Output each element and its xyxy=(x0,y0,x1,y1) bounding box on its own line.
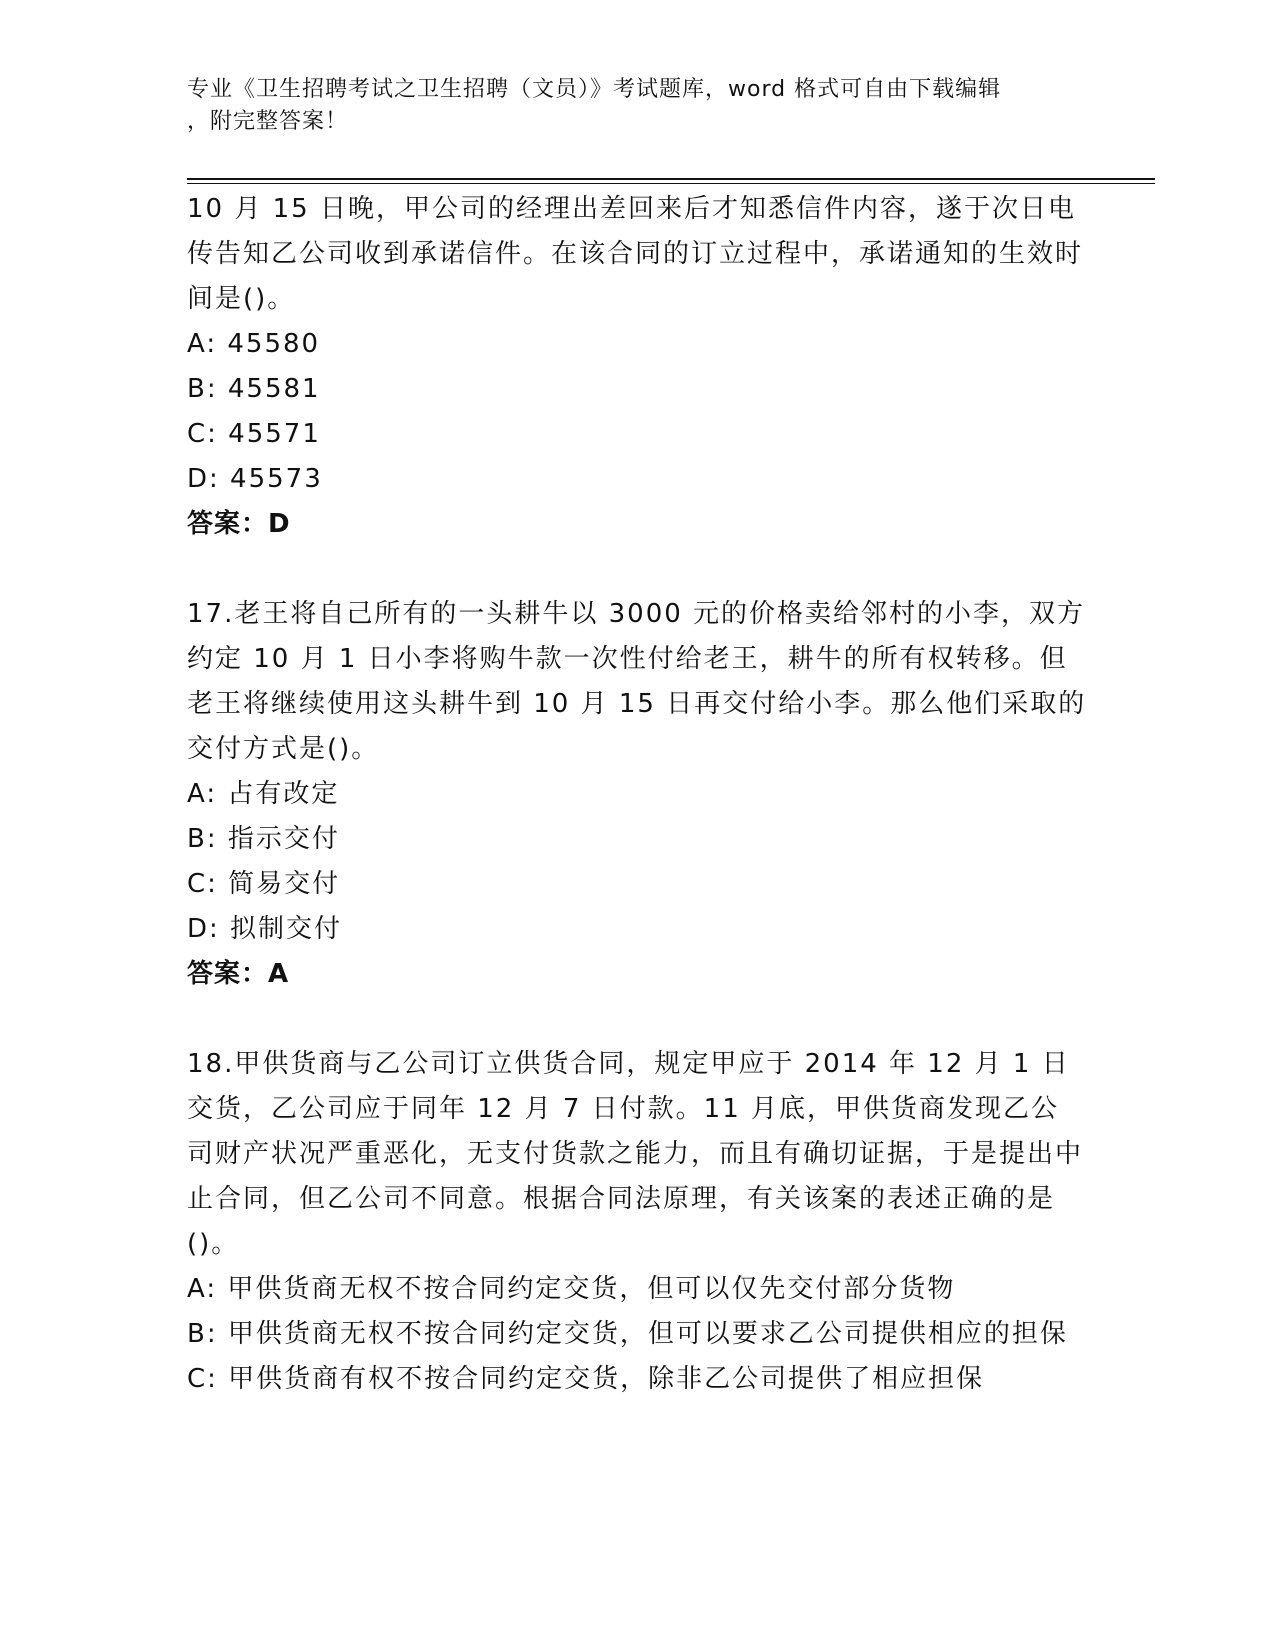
question-18-option-a: A: 甲供货商无权不按合同约定交货，但可以仅先交付部分货物 xyxy=(187,1274,956,1304)
question-spacer xyxy=(187,547,1087,592)
question-17-option-d: D: 拟制交付 xyxy=(187,914,343,944)
question-16-option-a: A: 45580 xyxy=(187,329,321,359)
header-line-1: 专业《卫生招聘考试之卫生招聘（文员）》考试题库，word 格式可自由下载编辑 xyxy=(187,77,1002,102)
question-17-option-b: B: 指示交付 xyxy=(187,824,340,854)
header-line-2: ，附完整答案！ xyxy=(187,109,349,134)
question-content xyxy=(187,187,1087,1402)
question-18-stem: 18.甲供货商与乙公司订立供货合同，规定甲应于 2014 年 12 月 1 日交货，乙公司应于同年 12 月 7 日付款。11 月底，甲供货商发现乙公司财产状况严重恶化，无支付货款之能力，而且有确切证据，于是提出中止合同，但乙公司不同意。根据合同法原理，有关该案的表述正确的是()。 xyxy=(187,1049,1084,1259)
question-18-option-c: C: 甲供货商有权不按合同约定交货，除非乙公司提供了相应担保 xyxy=(187,1364,985,1394)
question-17-option-c: C: 简易交付 xyxy=(187,869,341,899)
question-16 xyxy=(187,187,1087,547)
question-17-option-a: A: 占有改定 xyxy=(187,779,340,809)
question-16-answer: 答案：D xyxy=(187,509,291,539)
question-17-stem: 17.老王将自己所有的一头耕牛以 3000 元的价格卖给邻村的小李，双方约定 10 月 1 日小李将购牛款一次性付给老王，耕牛的所有权转移。但老王将继续使用这头耕牛到 10 月 15 日再交付给小李。那么他们采取的交付方式是()。 xyxy=(187,599,1087,764)
header-rule-thin xyxy=(187,183,1155,184)
header-rule-thick xyxy=(187,178,1155,180)
question-16-stem: 10 月 15 日晚，甲公司的经理出差回来后才知悉信件内容，遂于次日电传告知乙公司收到承诺信件。在该合同的订立过程中，承诺通知的生效时间是()。 xyxy=(187,194,1084,314)
question-16-option-b: B: 45581 xyxy=(187,374,321,404)
question-16-option-c: C: 45571 xyxy=(187,419,321,449)
question-18 xyxy=(187,1042,1087,1402)
question-16-option-d: D: 45573 xyxy=(187,464,323,494)
question-18-option-b: B: 甲供货商无权不按合同约定交货，但可以要求乙公司提供相应的担保 xyxy=(187,1319,1068,1349)
question-spacer xyxy=(187,997,1087,1042)
question-17 xyxy=(187,592,1087,997)
question-17-answer: 答案：A xyxy=(187,959,290,989)
document-header xyxy=(187,74,1067,138)
